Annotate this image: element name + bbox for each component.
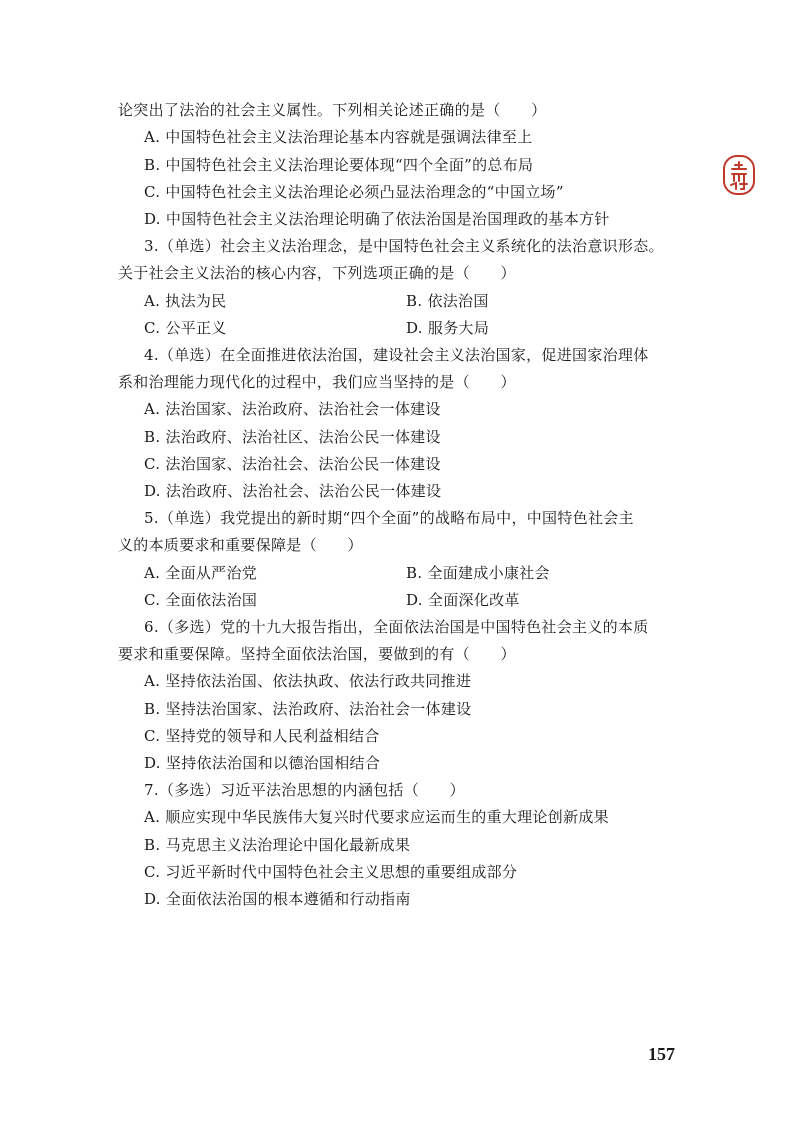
- q3-option-a: A. 执法为民: [144, 292, 227, 310]
- q5-option-a: A. 全面从严治党: [144, 564, 258, 582]
- q5-option-b: B. 全面建成小康社会: [406, 564, 550, 582]
- question-6-stem: 6.（多选）党的十九大报告指出，全面依法治国是中国特色社会主义的本质: [144, 618, 649, 636]
- q6-option-d: D. 坚持依法治国和以德治国相结合: [144, 754, 381, 772]
- q4-option-a: A. 法治国家、法治政府、法治社会一体建设: [144, 400, 441, 418]
- q4-option-c: C. 法治国家、法治社会、法治公民一体建设: [144, 455, 441, 473]
- q7-option-c: C. 习近平新时代中国特色社会主义思想的重要组成部分: [144, 863, 518, 881]
- q3-option-b: B. 依法治国: [406, 292, 489, 310]
- q3-option-d: D. 服务大局: [406, 319, 490, 337]
- q5-option-c: C. 全面依法治国: [144, 591, 258, 609]
- q7-option-b: B. 马克思主义法治理论中国化最新成果: [144, 836, 411, 854]
- publisher-seal-logo: [722, 154, 756, 196]
- question-4-stem-continued: 系和治理能力现代化的过程中，我们应当坚持的是（ ）: [118, 373, 516, 391]
- q2-option-b: B. 中国特色社会主义法治理论要体现“四个全面”的总布局: [144, 156, 534, 174]
- q5-option-d: D. 全面深化改革: [406, 591, 520, 609]
- question-3-stem: 3.（单选）社会主义法治理念，是中国特色社会主义系统化的法治意识形态。: [144, 237, 664, 255]
- question-7-stem: 7.（多选）习近平法治思想的内涵包括（ ）: [144, 781, 465, 799]
- question-5-stem: 5.（单选）我党提出的新时期“四个全面”的战略布局中，中国特色社会主: [144, 509, 634, 527]
- question-6-stem-continued: 要求和重要保障。坚持全面依法治国，要做到的有（ ）: [118, 645, 516, 663]
- page-number: 157: [648, 1044, 675, 1064]
- q2-option-d: D. 中国特色社会主义法治理论明确了依法治国是治国理政的基本方针: [144, 210, 610, 228]
- q2-option-c: C. 中国特色社会主义法治理论必须凸显法治理念的“中国立场”: [144, 183, 564, 201]
- question-4-stem: 4.（单选）在全面推进依法治国，建设社会主义法治国家，促进国家治理体: [144, 346, 649, 364]
- q6-option-b: B. 坚持法治国家、法治政府、法治社会一体建设: [144, 700, 472, 718]
- q7-option-d: D. 全面依法治国的根本遵循和行动指南: [144, 890, 411, 908]
- q6-option-c: C. 坚持党的领导和人民利益相结合: [144, 727, 380, 745]
- q6-option-a: A. 坚持依法治国、依法执政、依法行政共同推进: [144, 672, 472, 690]
- q2-option-a: A. 中国特色社会主义法治理论基本内容就是强调法律至上: [144, 128, 533, 146]
- q4-option-d: D. 法治政府、法治社会、法治公民一体建设: [144, 482, 442, 500]
- question-3-stem-continued: 关于社会主义法治的核心内容，下列选项正确的是（ ）: [118, 264, 516, 282]
- q7-option-a: A. 顺应实现中华民族伟大复兴时代要求应运而生的重大理论创新成果: [144, 808, 609, 826]
- question-5-stem-continued: 义的本质要求和重要保障是（ ）: [118, 536, 363, 554]
- q3-option-c: C. 公平正义: [144, 319, 227, 337]
- question-2-stem-continued: 论突出了法治的社会主义属性。下列相关论述正确的是（ ）: [118, 101, 547, 119]
- q4-option-b: B. 法治政府、法治社区、法治公民一体建设: [144, 428, 441, 446]
